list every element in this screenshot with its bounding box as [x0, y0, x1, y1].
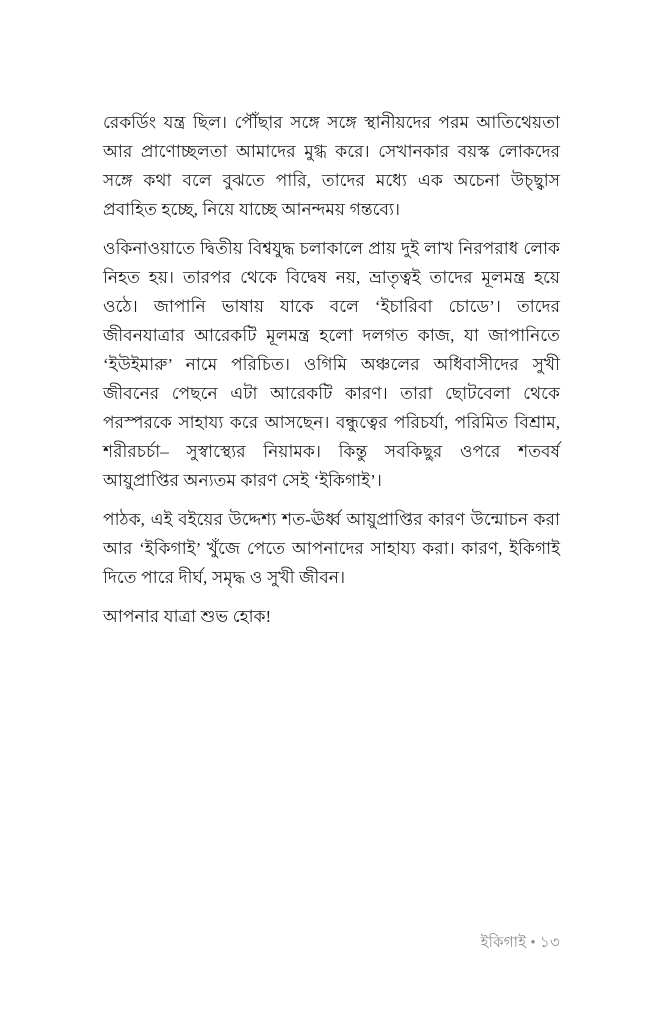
footer-separator-dot-icon: •	[530, 935, 536, 951]
body-paragraph: আপনার যাত্রা শুভ হোক!	[103, 607, 272, 626]
body-paragraph: পাঠক, এই বইয়ের উদ্দেশ্য শত-ঊর্ধ্ব আয়ুপ্রাপ্তির কারণ উন্মোচন করা আর ‘ইকিগাই’ খুঁজে পেতে আপনাদের সাহায্য করা। কারণ, ইকিগাই দিতে পারে দীর্ঘ, সমৃদ্ধ ও সুখী জীবন।	[103, 510, 560, 587]
body-paragraph: ওকিনাওয়াতে দ্বিতীয় বিশ্বযুদ্ধ চলাকালে প্রায় দুই লাখ নিরপরাধ লোক নিহত হয়। তারপর থেকে বিদ্বেষ নয়, ভ্রাতৃত্বই তাদের মূলমন্ত্র হয়ে ওঠে। জাপানি ভাষায় যাকে বলে ‘ইচারিবা চোডে’। তাদের জীবনযাত্রার আরেকটি মূলমন্ত্র হলো দলগত কাজ, যা জাপানিতে ‘ইউইমারু’ নামে পরিচিত। ওগিমি অঞ্চলের অধিবাসীদের সুখী জীবনের পেছনে এটা আরেকটি কারণ। তারা ছোটবেলা থেকে পরস্পরকে সাহায্য করে আসছেন। বন্ধুত্বের পরিচর্যা, পরিমিত বিশ্রাম, শরীরচর্চা– সুস্বাস্থ্যের নিয়ামক। কিন্তু সবকিছুর ওপরে শতবর্ষ আয়ুপ্রাপ্তির অন্যতম কারণ সেই ‘ইকিগাই’।	[103, 239, 560, 490]
page-footer	[103, 932, 560, 954]
footer-book-title: ইকিগাই	[480, 935, 527, 951]
body-paragraph: রেকর্ডিং যন্ত্র ছিল। পৌঁছার সঙ্গে সঙ্গে স্থানীয়দের পরম আতিথেয়তা আর প্রাণোচ্ছলতা আমাদের মুগ্ধ করে। সেখানকার বয়স্ক লোকদের সঙ্গে কথা বলে বুঝতে পারি, তাদের মধ্যে এক অচেনা উচ্ছ্বাস প্রবাহিত হচ্ছে, নিয়ে যাচ্ছে আনন্দময় গন্তব্যে।	[103, 113, 560, 219]
footer-page-number: ১৩	[539, 935, 560, 951]
page-text-column	[103, 108, 560, 631]
